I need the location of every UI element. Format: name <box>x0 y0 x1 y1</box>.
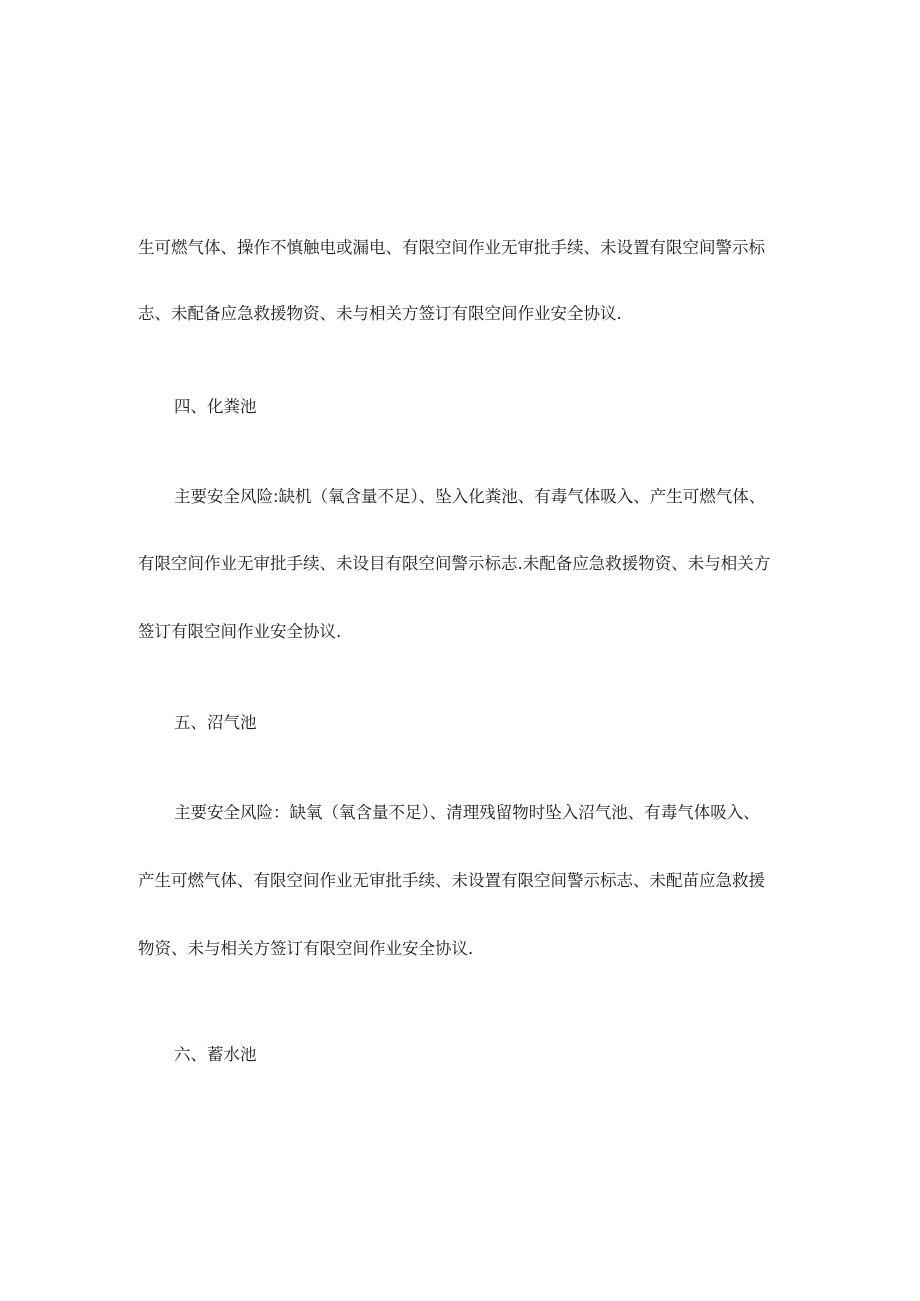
paragraph-line: 生可燃气体、操作不慎触电或漏电、有限空间作业无审批手续、未设置有限空间警示标 <box>138 238 765 257</box>
section-heading-septic-tank: 四、化粪池 <box>174 397 257 416</box>
paragraph-line: 主要安全风险:缺机（氧含量不足）、坠入化粪池、有毒气体吸入、产生可燃气体、 <box>174 487 766 506</box>
paragraph-line: 有限空间作业无审批手续、未设目有限空间警示标志.未配备应急救援物资、未与相关方 <box>138 554 771 573</box>
paragraph-line: 志、未配备应急救援物资、未与相关方签订有限空间作业安全协议. <box>138 304 622 323</box>
paragraph-line: 主要安全风险：缺氧（氧含量不足）、清理残留物时坠入沼气池、有毒气体吸入、 <box>174 803 760 822</box>
paragraph-line: 签订有限空间作业安全协议. <box>138 622 342 641</box>
section-heading-biogas-tank: 五、沼气池 <box>174 713 257 732</box>
paragraph-line: 产生可燃气体、有限空间作业无审批手续、未设置有限空间警示标志、未配苗应急救援 <box>138 871 765 890</box>
paragraph-line: 物资、未与相关方签订有限空间作业安全协议. <box>138 939 474 958</box>
section-heading-reservoir: 六、蓄水池 <box>174 1045 257 1064</box>
